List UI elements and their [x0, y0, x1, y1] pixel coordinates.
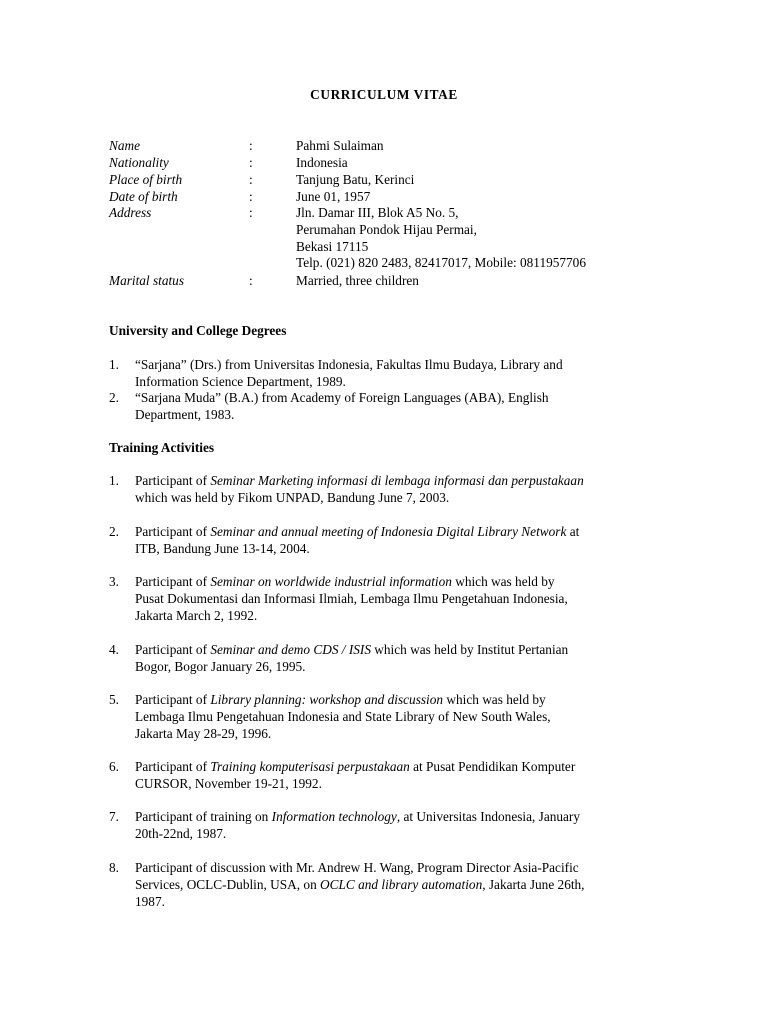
- item-text: [135, 809, 669, 843]
- item-number: 2.: [109, 390, 119, 405]
- italic-title: Seminar and annual meeting of Indonesia Digital Library Network: [210, 524, 567, 539]
- text-segment: Participant of: [135, 574, 211, 589]
- info-value: [296, 138, 384, 155]
- degree-item: [109, 357, 669, 391]
- info-value-line: Jln. Damar III, Blok A5 No. 5,: [296, 205, 459, 220]
- degrees-heading: University and College Degrees: [109, 323, 287, 338]
- info-value: [296, 273, 419, 290]
- item-number: 2.: [109, 524, 119, 539]
- text-segment: Lembaga Ilmu Pengetahuan Indonesia and State Library of New South Wales,: [135, 708, 551, 724]
- text-segment: Jakarta March 2, 1992.: [135, 607, 258, 623]
- item-line: [135, 357, 669, 374]
- text-segment: Pusat Dokumentasi dan Informasi Ilmiah, Lembaga Ilmu Pengetahuan Indonesia,: [135, 590, 568, 606]
- italic-title: OCLC and library automation: [320, 876, 483, 892]
- text-segment: Services, OCLC-Dublin, USA, on: [135, 876, 321, 892]
- info-colon: :: [249, 138, 253, 153]
- text-segment: ITB, Bandung June 13-14, 2004.: [135, 540, 310, 556]
- info-label: Marital status: [109, 273, 184, 288]
- text-segment: which was held by Institut Pertanian: [370, 642, 569, 657]
- text-segment: which was held by: [451, 574, 555, 589]
- text-segment: Participant of: [135, 692, 211, 707]
- item-number: 6.: [109, 759, 119, 774]
- document-title: CURRICULUM VITAE: [310, 87, 458, 102]
- info-value-line: Perumahan Pondok Hijau Permai,: [296, 221, 477, 237]
- training-heading: Training Activities: [109, 440, 215, 455]
- text-segment: “Sarjana Muda” (B.A.) from Academy of Foreign Languages (ABA), English: [135, 390, 549, 405]
- text-segment: Participant of discussion with Mr. Andrew H. Wang, Program Director Asia-Pacific: [135, 860, 579, 875]
- info-label: Date of birth: [109, 189, 178, 204]
- training-item: [109, 574, 669, 624]
- text-segment: which was held by Fikom UNPAD, Bandung June 7, 2003.: [135, 489, 450, 505]
- text-segment: Participant of: [135, 759, 211, 774]
- item-number: 8.: [109, 860, 119, 875]
- italic-title: Seminar on worldwide industrial information: [210, 574, 452, 589]
- text-segment: Participant of: [135, 524, 211, 539]
- text-segment: Information Science Department, 1989.: [135, 373, 346, 389]
- info-value-line: Bekasi 17115: [296, 238, 369, 254]
- item-line: [135, 692, 669, 709]
- text-segment: , Jakarta June 26th,: [482, 876, 585, 892]
- item-line: [135, 390, 669, 407]
- item-text: [135, 860, 669, 910]
- training-item: [109, 860, 669, 910]
- training-item: [109, 759, 669, 793]
- info-label: Name: [109, 138, 141, 153]
- text-segment: Participant of: [135, 473, 211, 488]
- text-segment: CURSOR, November 19-21, 1992.: [135, 775, 322, 791]
- item-line: [135, 877, 669, 894]
- italic-title: Library planning: workshop and discussion: [210, 692, 444, 707]
- item-number: 1.: [109, 357, 119, 372]
- text-segment: , at Universitas Indonesia, January: [396, 809, 580, 824]
- item-line: [135, 659, 669, 676]
- item-text: [135, 692, 669, 742]
- info-value-line: Married, three children: [296, 273, 419, 288]
- item-line: [135, 642, 669, 659]
- item-line: [135, 490, 669, 507]
- info-colon: :: [249, 205, 253, 220]
- info-value-line: June 01, 1957: [296, 189, 371, 204]
- info-label: Place of birth: [109, 172, 183, 187]
- text-segment: Participant of: [135, 642, 211, 657]
- info-value: [296, 155, 348, 172]
- item-line: [135, 826, 669, 843]
- italic-title: Seminar and demo CDS / ISIS: [210, 642, 371, 657]
- training-item: [109, 524, 669, 558]
- info-value: [296, 205, 586, 272]
- training-item: [109, 473, 669, 507]
- info-colon: :: [249, 155, 253, 170]
- item-line: [135, 374, 669, 391]
- italic-title: Information technology: [271, 809, 397, 824]
- info-value-line: Telp. (021) 820 2483, 82417017, Mobile: 0811957706: [296, 255, 586, 271]
- info-value: [296, 172, 414, 189]
- item-text: [135, 390, 669, 424]
- item-line: [135, 860, 669, 877]
- item-line: [135, 608, 669, 625]
- item-line: [135, 524, 669, 541]
- info-value-line: Indonesia: [296, 155, 348, 170]
- text-segment: 1987.: [135, 893, 165, 909]
- item-line: [135, 709, 669, 726]
- item-line: [135, 541, 669, 558]
- info-label: Address: [109, 205, 152, 220]
- training-item: [109, 809, 669, 843]
- text-segment: at: [566, 524, 580, 539]
- training-item: [109, 692, 669, 742]
- item-line: [135, 726, 669, 743]
- training-item: [109, 642, 669, 676]
- item-text: [135, 642, 669, 676]
- item-line: [135, 473, 669, 490]
- text-segment: “Sarjana” (Drs.) from Universitas Indonesia, Fakultas Ilmu Budaya, Library and: [135, 357, 563, 372]
- item-line: [135, 574, 669, 591]
- text-segment: 20th-22nd, 1987.: [135, 825, 227, 841]
- text-segment: Department, 1983.: [135, 406, 235, 422]
- item-text: [135, 524, 669, 558]
- text-segment: which was held by: [443, 692, 546, 707]
- item-text: [135, 473, 669, 507]
- item-number: 7.: [109, 809, 119, 824]
- item-line: [135, 759, 669, 776]
- item-line: [135, 591, 669, 608]
- text-segment: Jakarta May 28-29, 1996.: [135, 725, 272, 741]
- item-text: [135, 759, 669, 793]
- info-value-line: Pahmi Sulaiman: [296, 138, 384, 153]
- item-number: 5.: [109, 692, 119, 707]
- item-number: 4.: [109, 642, 119, 657]
- info-value: [296, 189, 370, 206]
- text-segment: at Pusat Pendidikan Komputer: [409, 759, 576, 774]
- info-colon: :: [249, 189, 253, 204]
- item-number: 3.: [109, 574, 119, 589]
- item-text: [135, 357, 669, 391]
- item-number: 1.: [109, 473, 119, 488]
- item-line: [135, 809, 669, 826]
- italic-title: Training komputerisasi perpustakaan: [210, 759, 410, 774]
- item-text: [135, 574, 669, 624]
- degree-item: [109, 390, 669, 424]
- text-segment: Participant of training on: [135, 809, 272, 824]
- info-colon: :: [249, 273, 253, 288]
- item-line: [135, 407, 669, 424]
- info-label: Nationality: [109, 155, 169, 170]
- italic-title: Seminar Marketing informasi di lembaga informasi dan perpustakaan: [210, 473, 584, 488]
- item-line: [135, 894, 669, 911]
- item-line: [135, 776, 669, 793]
- text-segment: Bogor, Bogor January 26, 1995.: [135, 658, 306, 674]
- info-colon: :: [249, 172, 253, 187]
- info-value-line: Tanjung Batu, Kerinci: [296, 172, 415, 187]
